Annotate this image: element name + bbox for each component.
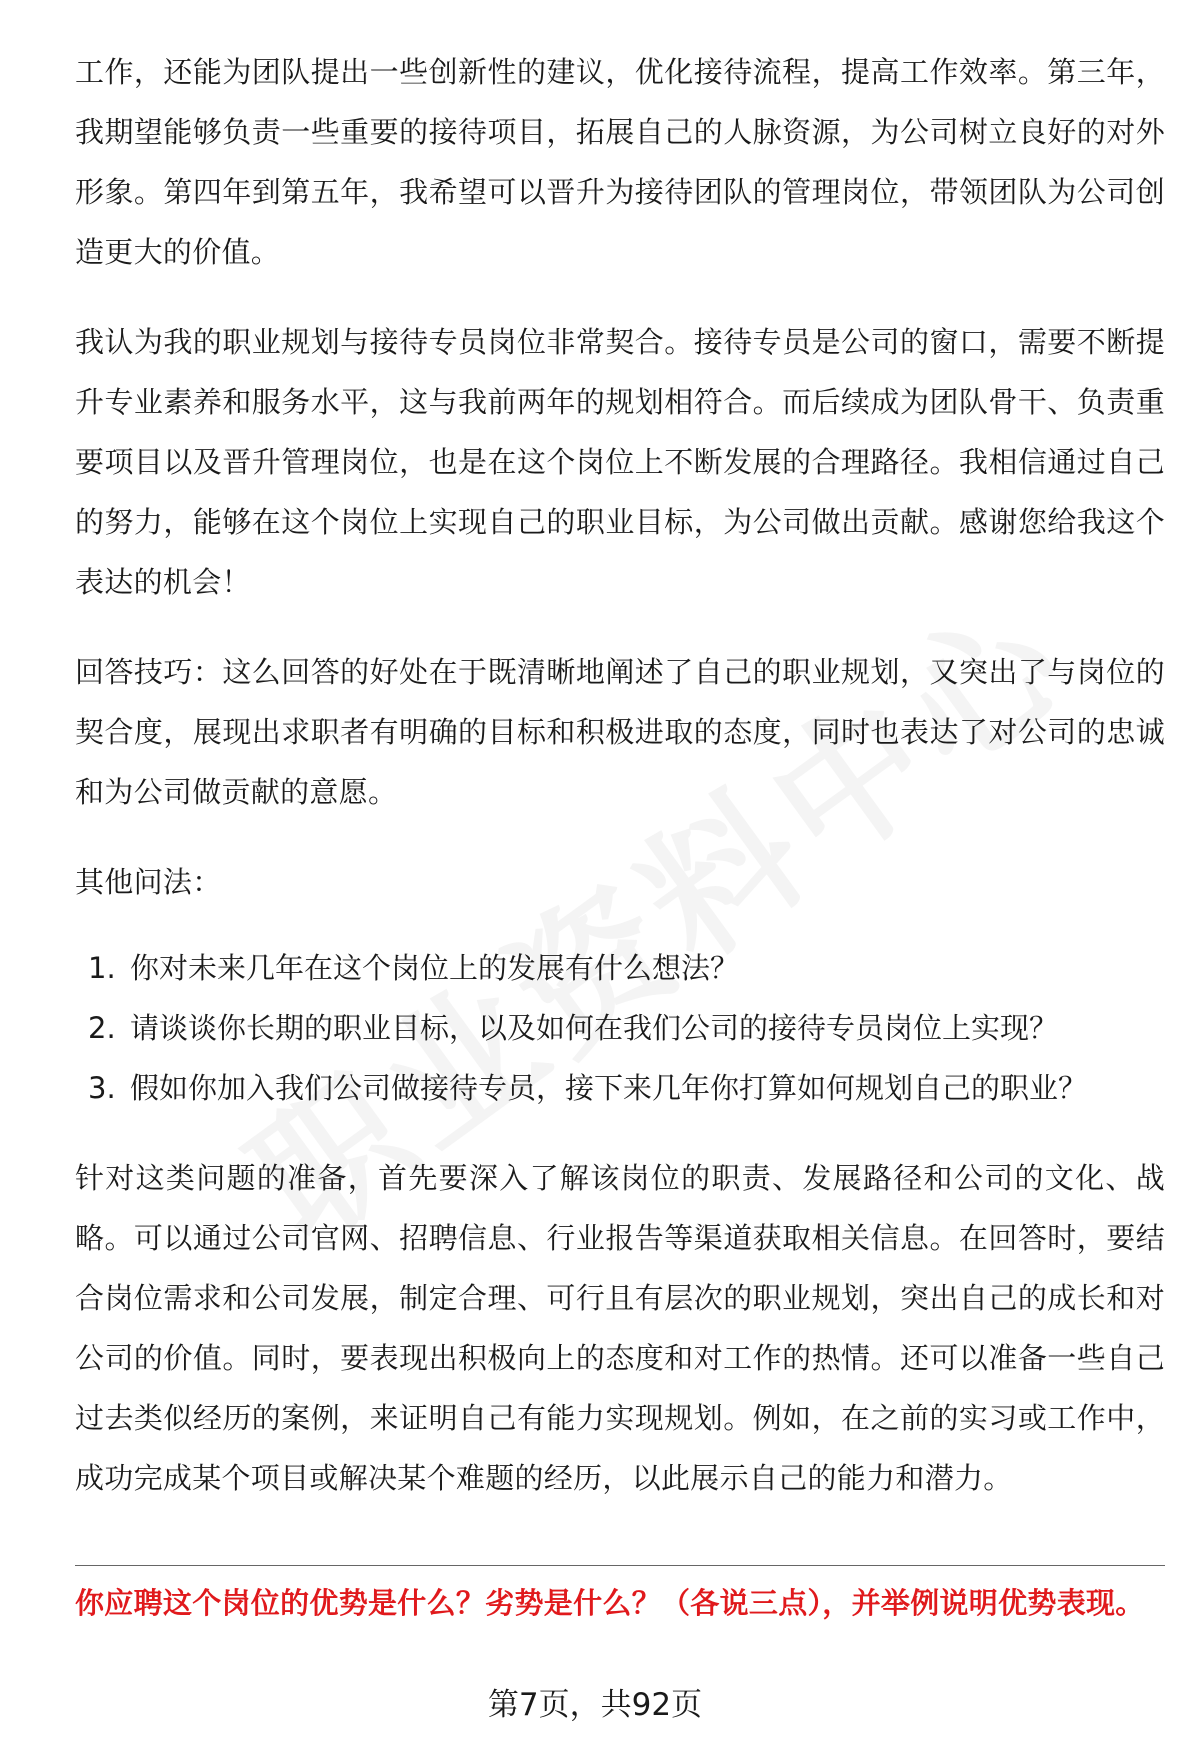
list-item-number: 1. bbox=[88, 951, 116, 985]
list-item-number: 2. bbox=[88, 1011, 116, 1045]
other-phrasings-label: 其他问法： bbox=[75, 865, 222, 899]
next-question-heading: 你应聘这个岗位的优势是什么？劣势是什么？（各说三点），并举例说明优势表现。 bbox=[75, 1586, 1145, 1620]
list-item bbox=[88, 1058, 1165, 1118]
paragraph-fit-with-role: 我认为我的职业规划与接待专员岗位非常契合。接待专员是公司的窗口，需要不断提升专业素养和服务水平，这与我前两年的规划相符合。而后续成为团队骨干、负责重要项目以及晋升管理岗位，也是在这个岗位上不断发展的合理路径。我相信通过自己的努力，能够在这个岗位上实现自己的职业目标，为公司做出贡献。感谢您给我这个表达的机会！ bbox=[75, 325, 1165, 599]
paragraph-career-plan-continued: 工作，还能为团队提出一些创新性的建议，优化接待流程，提高工作效率。第三年，我期望能够负责一些重要的接待项目，拓展自己的人脉资源，为公司树立良好的对外形象。第四年到第五年，我希望可以晋升为接待团队的管理岗位，带领团队为公司创造更大的价值。 bbox=[75, 55, 1165, 269]
main-content bbox=[75, 42, 1165, 1538]
section-divider bbox=[75, 1565, 1165, 1566]
list-item-text: 你对未来几年在这个岗位上的发展有什么想法？ bbox=[130, 951, 740, 985]
paragraph-answer-tips: 回答技巧：这么回答的好处在于既清晰地阐述了自己的职业规划，又突出了与岗位的契合度，展现出求职者有明确的目标和积极进取的态度，同时也表达了对公司的忠诚和为公司做贡献的意愿。 bbox=[75, 655, 1165, 809]
page-number-footer: 第7页，共92页 bbox=[487, 1687, 703, 1723]
list-item-text: 请谈谈你长期的职业目标，以及如何在我们公司的接待专员岗位上实现？ bbox=[130, 1011, 1059, 1045]
alternative-questions-list bbox=[75, 938, 1165, 1118]
paragraph-preparation-advice: 针对这类问题的准备，首先要深入了解该岗位的职责、发展路径和公司的文化、战略。可以通过公司官网、招聘信息、行业报告等渠道获取相关信息。在回答时，要结合岗位需求和公司发展，制定合理、可行且有层次的职业规划，突出自己的成长和对公司的价值。同时，要表现出积极向上的态度和对工作的热情。还可以准备一些自己过去类似经历的案例，来证明自己有能力实现规划。例如，在之前的实习或工作中，成功完成某个项目或解决某个难题的经历，以此展示自己的能力和潜力。 bbox=[75, 1161, 1165, 1495]
list-item-text: 假如你加入我们公司做接待专员，接下来几年你打算如何规划自己的职业？ bbox=[130, 1071, 1088, 1105]
list-item-number: 3. bbox=[88, 1071, 116, 1105]
list-item bbox=[88, 938, 1165, 998]
list-item bbox=[88, 998, 1165, 1058]
